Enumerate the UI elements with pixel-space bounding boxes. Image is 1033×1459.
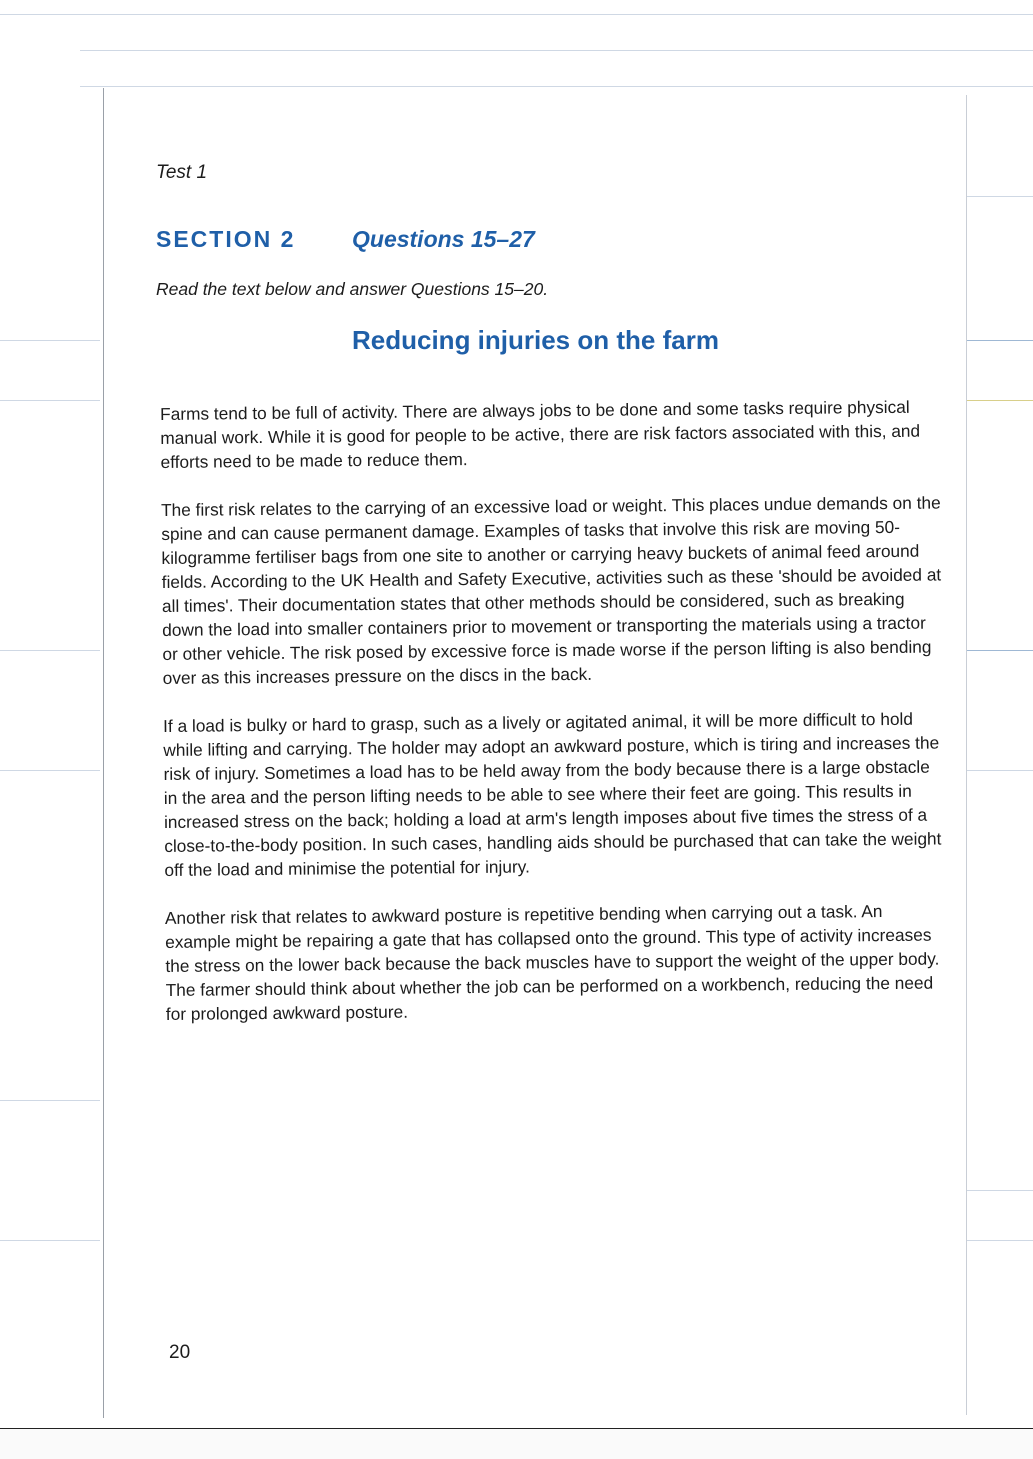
article-body — [160, 395, 946, 1050]
section-label: SECTION 2 — [156, 226, 296, 252]
questions-label: Questions 15–27 — [352, 226, 535, 252]
section-header — [156, 226, 535, 253]
instruction-text: Read the text below and answer Questions 15–20. — [156, 279, 549, 299]
test-label: Test 1 — [156, 162, 208, 183]
scan-bottom-band — [0, 1429, 1033, 1459]
paragraph-3: If a load is bulky or hard to grasp, such as a lively or agitated animal, it will be more difficult to hold while lifting and carrying. The holder may adopt an awkward posture, which is tiring and increases the risk of injury. Sometimes a load has to be held away from the body because there is a large obstacle in the area and the person lifting needs to be able to see where their feet are going. This results in increased stress on the back; holding a load at arm's length imposes about five times the stress of a close-to-the-body position. In such cases, handling aids should be purchased that can take the weight off the load and minimise the potential for injury. — [163, 708, 942, 880]
page-edge-right — [966, 95, 967, 1415]
article-title: Reducing injuries on the farm — [352, 325, 719, 355]
scan-bottom-rule — [0, 1428, 1033, 1429]
paragraph-1: Farms tend to be full of activity. There are always jobs to be done and some tasks require physical manual work. While it is good for people to be active, there are risk factors associated with this, and efforts need to be made to reduce them. — [160, 396, 921, 472]
page-number: 20 — [169, 1342, 191, 1363]
paragraph-2: The first risk relates to the carrying of an excessive load or weight. This places undue demands on the spine and can cause permanent damage. Examples of tasks that involve this risk are moving 50-kilogramme fertiliser bags from one site to another or carrying heavy buckets of animal feed around fields. According to the UK Health and Safety Executive, activities such as these 'should be avoided at all times'. Their documentation states that other methods should be considered, such as breaking down the load into smaller containers prior to movement or transporting the materials using a tractor or other vehicle. The risk posed by excessive force is made worse if the person lifting is also bending over as this increases pressure on the discs in the back. — [160, 492, 942, 688]
page-edge-left — [103, 88, 104, 1418]
paragraph-4: Another risk that relates to awkward posture is repetitive bending when carrying out a task. An example might be repairing a gate that has collapsed onto the ground. This type of activity increases the stress on the lower back because the back muscles have to support the weight of the upper body. The farmer should think about whether the job can be performed on a workbench, reducing the need for prolonged awkward posture. — [164, 901, 940, 1024]
